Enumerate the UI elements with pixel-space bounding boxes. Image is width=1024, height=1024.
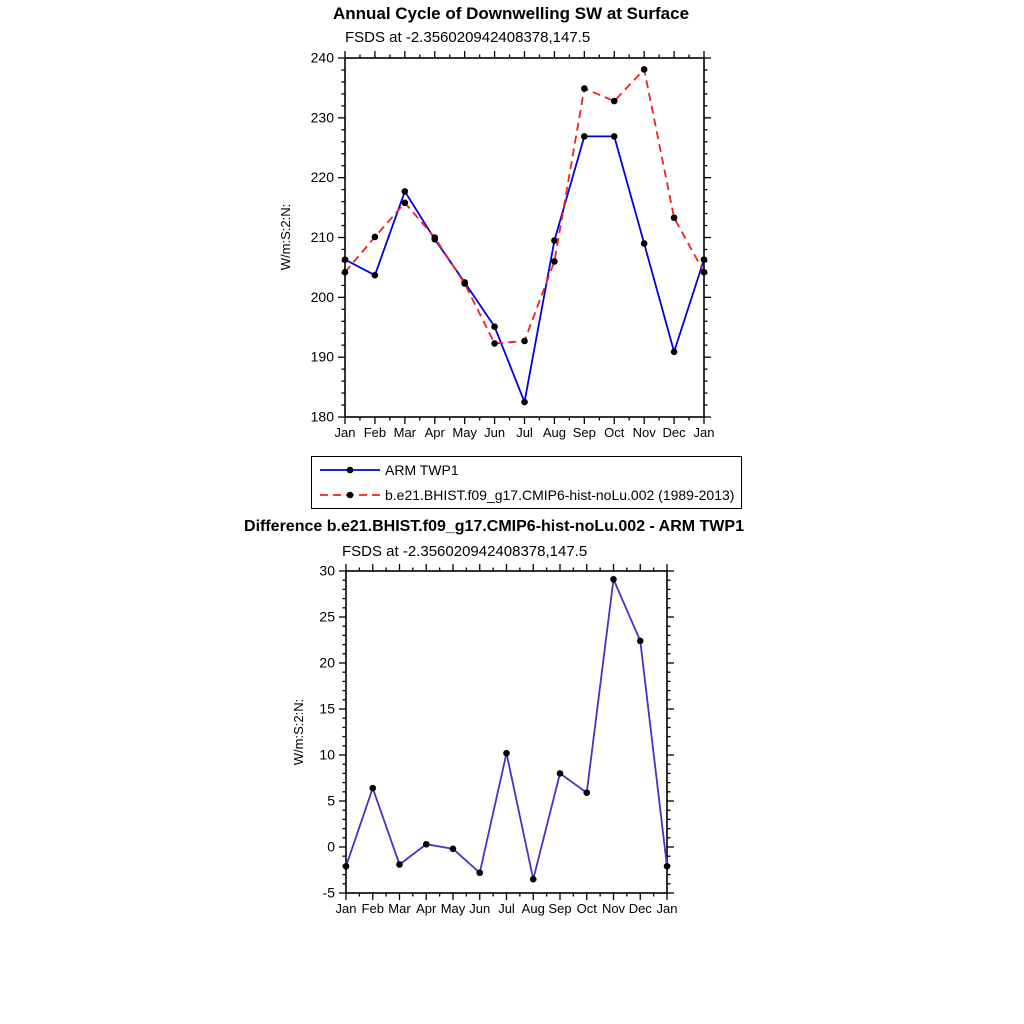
svg-text:0: 0 [327, 838, 335, 855]
svg-text:5: 5 [327, 792, 335, 809]
bottom-chart-subtitle: FSDS at -2.356020942408378,147.5 [342, 543, 588, 560]
svg-text:190: 190 [310, 348, 334, 365]
axes-ticks [339, 564, 674, 900]
tick-labels [319, 563, 677, 917]
svg-text:Jul: Jul [516, 425, 533, 440]
svg-text:Jan: Jan [335, 901, 357, 916]
tick-labels [311, 50, 715, 441]
legend-label-arm-twp1: ARM TWP1 [385, 462, 459, 478]
legend-entry-arm-twp1 [312, 458, 741, 483]
svg-text:Nov: Nov [601, 901, 626, 916]
top-chart-plot [311, 50, 715, 441]
svg-text:Mar: Mar [393, 425, 417, 440]
legend-entry-model [312, 483, 741, 508]
plot-frame [346, 571, 667, 893]
svg-text:Jun: Jun [469, 901, 491, 916]
svg-text:Dec: Dec [662, 425, 686, 440]
plot-frame [345, 58, 704, 417]
legend-box [311, 456, 742, 509]
svg-text:20: 20 [319, 654, 335, 671]
bottom-chart-title: Difference b.e21.BHIST.f09_g17.CMIP6-hist-noLu.002 - ARM TWP1 [244, 518, 744, 535]
legend-line-sample-solid [319, 462, 381, 478]
series-markers-0 [342, 133, 708, 405]
svg-text:Jul: Jul [498, 901, 515, 916]
series-line-diff [346, 579, 667, 879]
svg-text:Nov: Nov [632, 425, 656, 440]
svg-text:Aug: Aug [521, 901, 545, 916]
top-chart-title: Annual Cycle of Downwelling SW at Surface [332, 4, 690, 23]
series-markers-0 [343, 576, 671, 883]
svg-text:Sep: Sep [572, 425, 596, 440]
svg-text:Sep: Sep [548, 901, 572, 916]
svg-text:200: 200 [310, 288, 334, 305]
svg-text:10: 10 [319, 746, 335, 763]
top-chart-ylabel: W/m:S:2:N: [278, 203, 293, 271]
svg-text:Apr: Apr [424, 425, 445, 440]
svg-text:Oct: Oct [604, 425, 625, 440]
svg-text:Feb: Feb [363, 425, 387, 440]
svg-text:Apr: Apr [416, 901, 437, 916]
svg-text:25: 25 [319, 608, 335, 625]
svg-text:May: May [440, 901, 466, 916]
svg-text:Jan: Jan [334, 425, 356, 440]
svg-text:15: 15 [319, 700, 335, 717]
legend-label-model: b.e21.BHIST.f09_g17.CMIP6-hist-noLu.002 (1989-2013) [385, 487, 735, 503]
svg-text:May: May [452, 425, 477, 440]
bottom-chart-ylabel: W/m:S:2:N: [291, 698, 306, 766]
svg-text:Jan: Jan [693, 425, 715, 440]
svg-text:220: 220 [310, 169, 334, 186]
svg-text:Jan: Jan [656, 901, 678, 916]
svg-text:230: 230 [310, 109, 334, 126]
svg-text:Oct: Oct [576, 901, 597, 916]
svg-text:30: 30 [319, 562, 335, 579]
svg-text:180: 180 [310, 408, 334, 425]
svg-text:Mar: Mar [388, 901, 411, 916]
series-line-ARM TWP1 [345, 136, 704, 402]
svg-text:Dec: Dec [628, 901, 652, 916]
svg-text:240: 240 [310, 49, 334, 66]
axes-ticks [338, 51, 711, 424]
top-chart-subtitle: FSDS at -2.356020942408378,147.5 [345, 29, 591, 46]
svg-text:Jun: Jun [484, 425, 506, 440]
legend-line-sample-dashed [319, 487, 381, 503]
svg-text:Feb: Feb [361, 901, 384, 916]
svg-text:210: 210 [310, 229, 334, 245]
svg-text:-5: -5 [322, 884, 335, 901]
svg-text:Aug: Aug [542, 425, 566, 440]
bottom-chart-plot [319, 563, 677, 917]
